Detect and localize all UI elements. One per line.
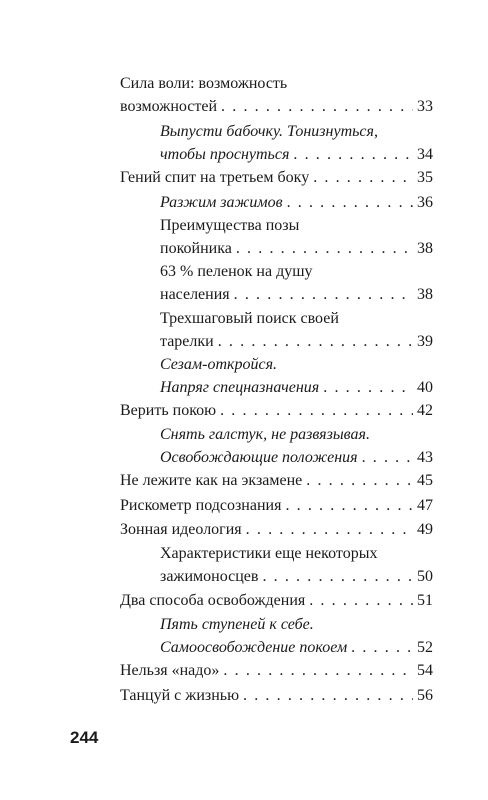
toc-entry-title: Не лежите как на экзамене [120,472,303,489]
toc-page-number: 47 [417,497,433,514]
dot-leader [234,283,413,306]
toc-entry [120,469,433,492]
toc-entry-title: Верить покою [120,402,217,419]
toc-entry-title: Напряг спецназначения [160,379,320,396]
toc-entry-title-line: 63 % пеленок на душу [160,263,313,280]
toc-entry-title: возможностей [120,98,218,115]
toc-entry-title: покойника [160,240,232,257]
toc-entry-title: населения [160,286,230,303]
toc-entry-title: Рискометр подсознания [120,497,282,514]
dot-leader [287,191,413,214]
toc-entry [120,72,433,118]
toc-entry-title: Танцуй с жизнью [120,687,240,704]
toc-page-number: 34 [417,146,433,163]
toc-entry [120,684,433,707]
toc-entry [120,166,433,189]
toc-subentry [160,613,433,659]
toc-entry-title: тарелки [160,333,214,350]
toc-entry-title-line: Преимущества позы [160,217,300,234]
toc-subentry [160,260,433,306]
toc-page-number: 43 [417,449,433,466]
dot-leader [236,237,413,260]
toc-page-number: 33 [417,98,433,115]
dot-leader [285,494,413,517]
dot-leader [351,636,413,659]
toc-page-number: 36 [417,194,433,211]
toc-page-number: 35 [417,169,433,186]
toc-entry [120,399,433,422]
toc-page-number: 39 [417,333,433,350]
dot-leader [218,330,413,353]
dot-leader [220,399,413,422]
dot-leader [243,684,413,707]
toc-entry [120,659,433,682]
dot-leader [306,469,413,492]
toc-entry-title: Освобождающие положения [160,449,358,466]
toc-entry-title-line: Снять галстук, не развязывая. [160,426,370,443]
dot-leader [309,589,413,612]
dot-leader [223,659,413,682]
dot-leader [323,376,413,399]
toc-entry [120,518,433,541]
toc-page-number: 54 [417,662,433,679]
toc-subentry [160,307,433,353]
toc-entry-title: чтобы проснуться [160,146,290,163]
toc-entry-title-line: Выпусти бабочку. Тонизнуться, [160,123,378,140]
toc-subentry [160,214,433,260]
toc-subentry [160,423,433,469]
dot-leader [221,95,413,118]
dot-leader [293,143,413,166]
toc-page-number: 49 [417,521,433,538]
toc-subentry [160,542,433,588]
page-number: 244 [70,728,99,747]
toc-entry-title-line: Характеристики еще некоторых [160,545,378,562]
toc-entry-title-line: Сила воли: возможность [120,75,288,92]
dot-leader [262,565,413,588]
toc-entry-title: Зонная идеология [120,521,242,538]
toc-entry-title: Самоосвобождение покоем [160,639,348,656]
toc-entry-title: Два способа освобождения [120,592,306,609]
toc-entry [120,494,433,517]
toc-subentry [160,120,433,166]
toc-entry [120,589,433,612]
dot-leader [246,518,413,541]
toc-page-number: 42 [417,402,433,419]
toc-entry-title-line: Пять ступеней к себе. [160,616,314,633]
dot-leader [362,446,413,469]
toc-subentry [160,353,433,399]
toc-page-number: 38 [417,240,433,257]
toc-entry-title: Гений спит на третьем боку [120,169,310,186]
toc-page-number: 45 [417,472,433,489]
toc-entry-title-line: Сезам-откройся. [160,356,278,373]
toc-page-number: 38 [417,286,433,303]
toc-entry-title: зажимоносцев [160,568,259,585]
toc-page-number: 51 [417,592,433,609]
dot-leader [313,166,413,189]
toc-page-number: 50 [417,568,433,585]
toc-entry-title-line: Трехшаговый поиск своей [160,310,339,327]
toc-page-number: 56 [417,687,433,704]
toc-page-number: 52 [417,639,433,656]
toc-entry-title: Разжим зажимов [160,194,283,211]
toc-entry-title: Нельзя «надо» [120,662,220,679]
toc-subentry [160,191,433,214]
toc-page-number: 40 [417,379,433,396]
